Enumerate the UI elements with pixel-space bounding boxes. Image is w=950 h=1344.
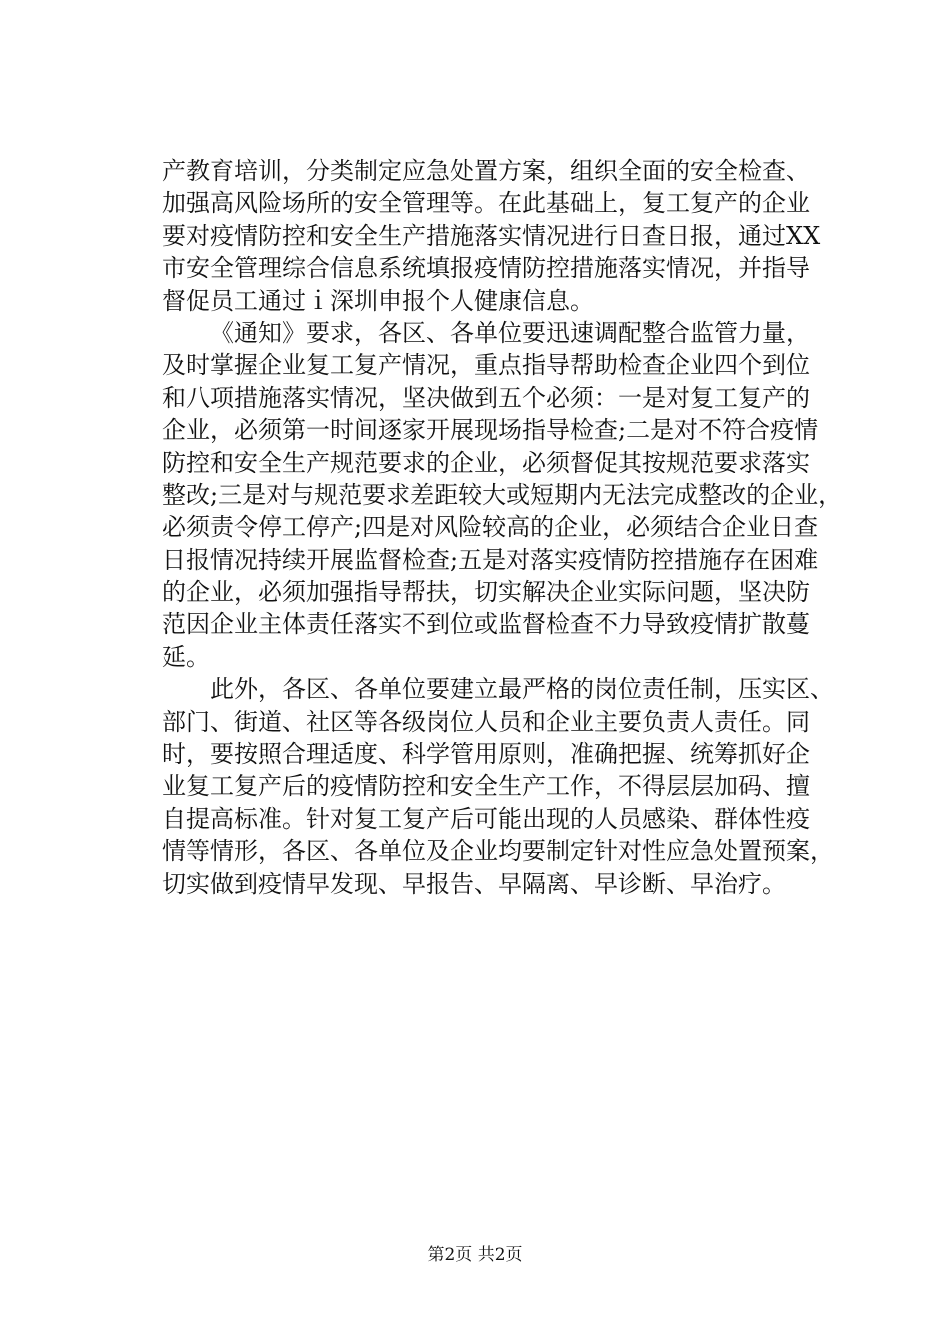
text-line: 的企业，必须加强指导帮扶，切实解决企业实际问题，坚决防 (162, 578, 810, 607)
text-line: 企业，必须第一时间逐家开展现场指导检查;二是对不符合疫情 (162, 416, 819, 445)
text-line: 整改;三是对与规范要求差距较大或短期内无法完成整改的企业， (162, 480, 843, 509)
text-line: 市安全管理综合信息系统填报疫情防控措施落实情况，并指导 (162, 254, 810, 283)
text-line: 范因企业主体责任落实不到位或监督检查不力导致疫情扩散蔓 (162, 610, 810, 639)
paragraph-3 (162, 673, 858, 900)
text-line: 要对疫情防控和安全生产措施落实情况进行日查日报，通过XX (162, 221, 821, 250)
text-line: 《通知》要求，各区、各单位要迅速调配整合监管力量， (210, 318, 810, 347)
text-line: 切实做到疫情早发现、早报告、早隔离、早诊断、早治疗。 (162, 869, 786, 898)
paragraph-2 (162, 317, 858, 673)
document-body (162, 155, 858, 900)
text-line: 业复工复产后的疫情防控和安全生产工作，不得层层加码、擅 (162, 772, 810, 801)
text-line: 督促员工通过ｉ深圳申报个人健康信息。 (162, 286, 594, 315)
text-line: 必须责令停工停产;四是对风险较高的企业，必须结合企业日查 (162, 513, 819, 542)
text-line: 时，要按照合理适度、科学管用原则，准确把握、统筹抓好企 (162, 740, 810, 769)
text-line: 加强高风险场所的安全管理等。在此基础上，复工复产的企业 (162, 189, 810, 218)
page-number-footer: 第2页 共2页 (427, 1245, 523, 1265)
text-line: 日报情况持续开展监督检查;五是对落实疫情防控措施存在困难 (162, 545, 819, 574)
text-line: 自提高标准。针对复工复产后可能出现的人员感染、群体性疫 (162, 804, 810, 833)
text-line: 延。 (162, 642, 210, 671)
text-line: 防控和安全生产规范要求的企业，必须督促其按规范要求落实 (162, 448, 810, 477)
text-line: 产教育培训，分类制定应急处置方案，组织全面的安全检查、 (162, 157, 810, 185)
text-line: 情等情形，各区、各单位及企业均要制定针对性应急处置预案， (162, 837, 834, 866)
paragraph-1 (162, 155, 858, 317)
text-line: 部门、街道、社区等各级岗位人员和企业主要负责人责任。同 (162, 707, 810, 736)
text-line: 此外，各区、各单位要建立最严格的岗位责任制，压实区、 (210, 675, 834, 704)
text-line: 及时掌握企业复工复产情况，重点指导帮助检查企业四个到位 (162, 351, 810, 380)
text-line: 和八项措施落实情况，坚决做到五个必须：一是对复工复产的 (162, 383, 810, 412)
